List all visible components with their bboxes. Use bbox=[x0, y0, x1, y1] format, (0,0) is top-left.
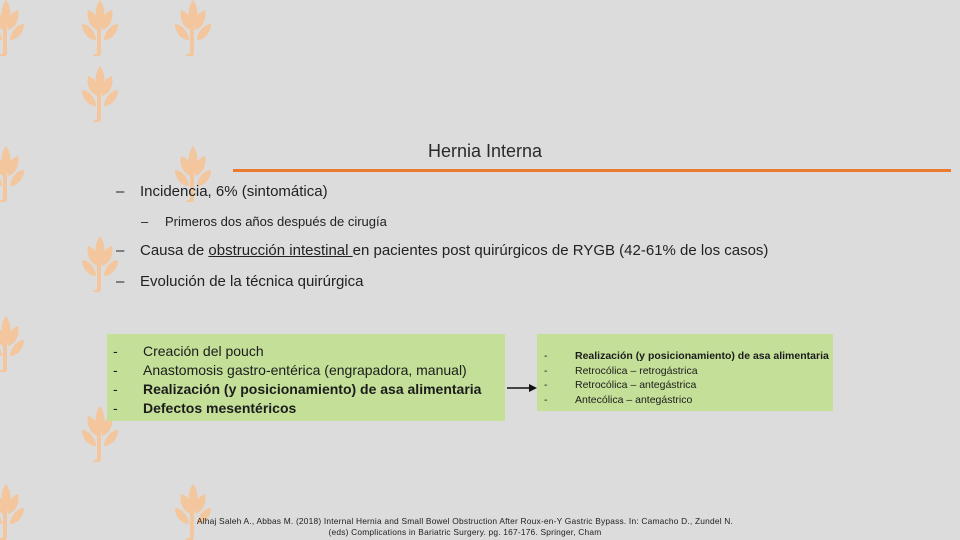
leaf-sprig-icon bbox=[72, 0, 128, 56]
list-item: - Retrocólica – retrogástrica bbox=[544, 364, 698, 377]
leaf-sprig-icon bbox=[165, 0, 221, 56]
bullet-text: Primeros dos años después de cirugía bbox=[165, 214, 387, 229]
citation bbox=[150, 516, 780, 538]
list-item: - Creación del pouch bbox=[113, 343, 264, 359]
bullet-incidencia: – Incidencia, 6% (sintomática) bbox=[116, 183, 328, 200]
title-underline bbox=[233, 169, 951, 172]
bullet-text-pre: Causa de bbox=[140, 242, 209, 259]
bullet-text-underlined: obstrucción intestinal bbox=[208, 242, 353, 259]
technique-box-left bbox=[107, 334, 505, 421]
arrow-right-icon bbox=[507, 383, 537, 393]
list-item: - Realización (y posicionamiento) de asa alimentaria bbox=[113, 381, 482, 397]
technique-box-right bbox=[537, 334, 833, 411]
list-item: - Anastomosis gastro-entérica (engrapadora, manual) bbox=[113, 362, 467, 378]
bullet-text: Incidencia, 6% (sintomática) bbox=[140, 183, 328, 200]
leaf-sprig-icon bbox=[0, 310, 34, 372]
leaf-sprig-icon bbox=[72, 60, 128, 122]
list-item: - Defectos mesentéricos bbox=[113, 400, 297, 416]
list-item: - Realización (y posicionamiento) de asa alimentaria bbox=[544, 350, 829, 362]
citation-line-1: Alhaj Saleh A., Abbas M. (2018) Internal Hernia and Small Bowel Obstruction After Roux-en-Y Gastric Bypass. In: Camacho D., Zundel N. bbox=[196, 516, 734, 526]
bullet-text-post: en pacientes post quirúrgicos de RYGB (42-61% de los casos) bbox=[352, 242, 769, 259]
list-item: - Antecólica – antegástrico bbox=[544, 393, 693, 406]
leaf-sprig-icon bbox=[0, 140, 34, 202]
bullet-text: Evolución de la técnica quirúrgica bbox=[140, 273, 364, 290]
slide-title: Hernia Interna bbox=[428, 141, 543, 161]
list-item: - Retrocólica – antegástrica bbox=[544, 379, 697, 391]
leaf-sprig-icon bbox=[0, 478, 34, 540]
leaf-sprig-icon bbox=[0, 0, 34, 56]
bullet-causa: – Causa de obstrucción intestinal en pacientes post quirúrgicos de RYGB (42-61% de los casos) bbox=[116, 242, 769, 259]
bullet-evolucion: – Evolución de la técnica quirúrgica bbox=[116, 273, 364, 290]
citation-line-2: (eds) Complications in Bariatric Surgery. pg. 167-176. Springer, Cham bbox=[328, 527, 602, 537]
sub-bullet-primeros: – Primeros dos años después de cirugía bbox=[141, 214, 387, 229]
